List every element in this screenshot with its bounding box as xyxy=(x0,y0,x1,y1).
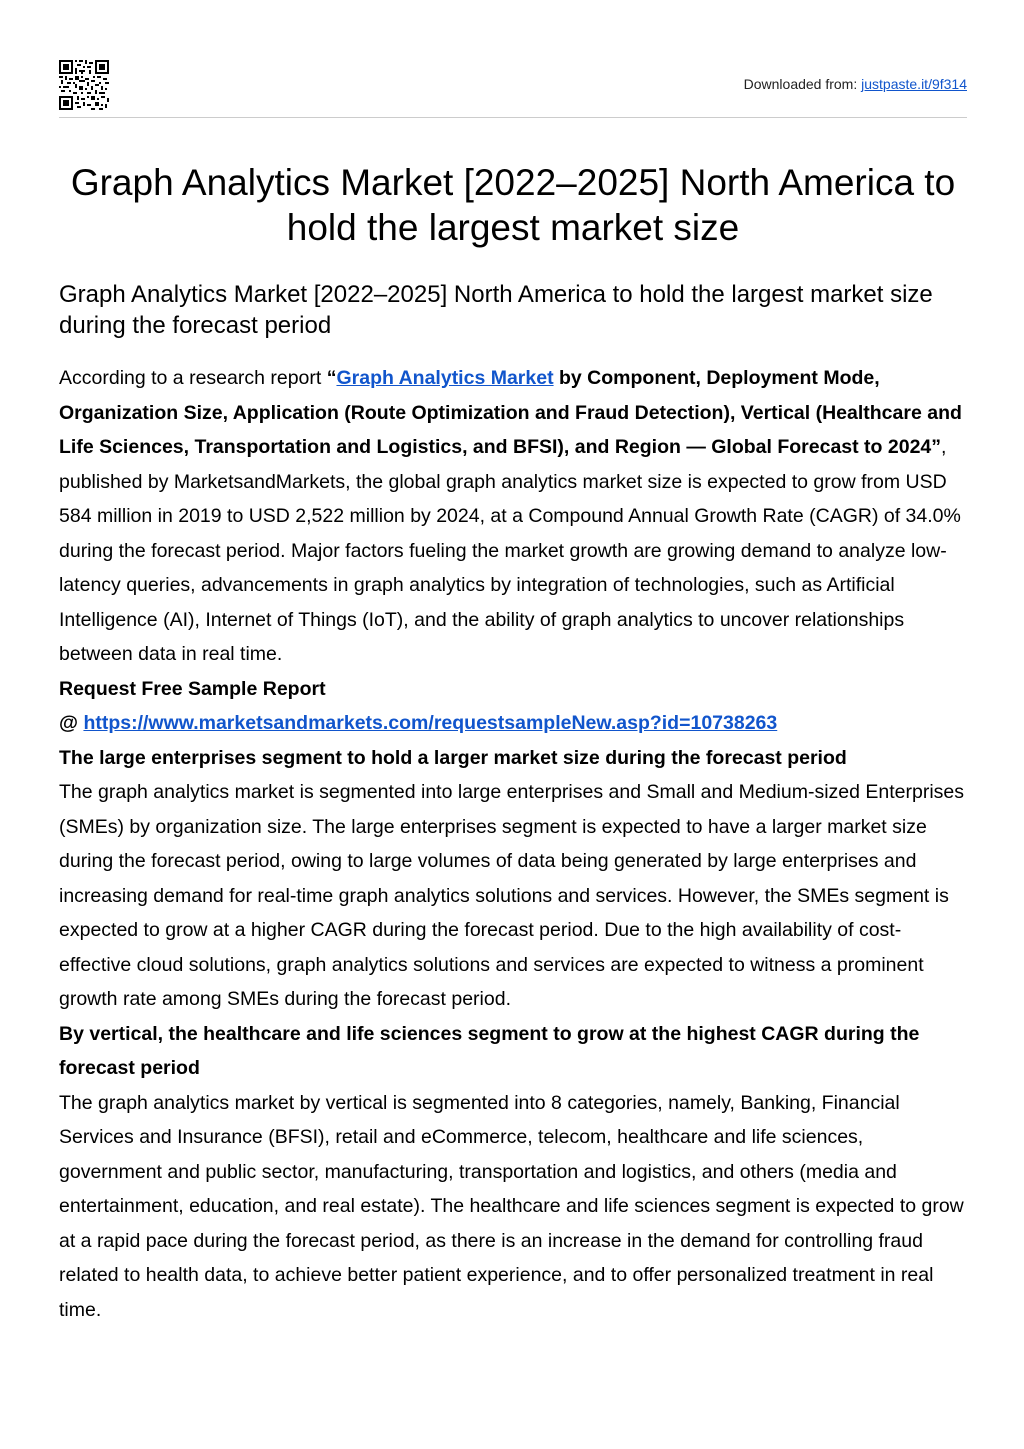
header-divider xyxy=(59,117,967,118)
sample-link-line xyxy=(59,706,971,741)
article-body xyxy=(59,361,971,1327)
source-link[interactable]: justpaste.it/9f314 xyxy=(861,76,967,92)
section1-body: The graph analytics market is segmented into large enterprises and Small and Medium-sized Enterprises (SMEs) by organization size. The large enterprises segment is expected to have a larger market size during the forecast period, owing to large volumes of data being generated by large enterprises and increasing demand for real-time graph analytics solutions and services. However, the SMEs segment is expected to grow at a higher CAGR during the forecast period. Due to the high availability of cost-effective cloud solutions, graph analytics solutions and services are expected to witness a prominent growth rate among SMEs during the forecast period. xyxy=(59,781,965,1010)
section2-body: The graph analytics market by vertical is segmented into 8 categories, namely, Banking, Financial Services and Insurance (BFSI), retail and eCommerce, telecom, healthcare and life sciences, government and public sector, manufacturing, transportation and logistics, and others (media and entertainment, education, and real estate). The healthcare and life sciences segment is expected to grow at a rapid pace during the forecast period, as there is an increase in the demand for controlling fraud related to health data, to achieve better patient experience, and to offer personalized treatment in real time. xyxy=(59,1091,964,1321)
downloaded-from-label: Downloaded from: xyxy=(743,76,862,92)
graph-analytics-market-link[interactable]: Graph Analytics Market xyxy=(336,367,554,389)
sample-report-link[interactable]: https://www.marketsandmarkets.com/requestsampleNew.asp?id=10738263 xyxy=(83,712,778,734)
page-subtitle: Graph Analytics Market [2022–2025] North America to hold the largest market size during the forecast period xyxy=(59,281,933,339)
quote-open: “ xyxy=(326,367,337,389)
intro-paragraph xyxy=(59,361,971,672)
section1-heading: The large enterprises segment to hold a larger market size during the forecast period xyxy=(59,746,847,769)
page-header xyxy=(59,60,967,116)
intro-body: , published by MarketsandMarkets, the global graph analytics market size is expected to grow from USD 584 million in 2019 to USD 2,522 million by 2024, at a Compound Annual Growth Rate (CAGR) of 34.0% during the forecast period. Major factors fueling the market growth are growing demand to analyze low-latency queries, advancements in graph analytics by integration of technologies, such as Artificial Intelligence (AI), Internet of Things (IoT), and the ability of graph analytics to uncover relationships between data in real time. xyxy=(59,436,961,665)
intro-lead: According to a research report xyxy=(59,367,327,389)
sample-at: @ xyxy=(59,712,84,734)
report-title: by Component, Deployment Mode, Organization Size, Application (Route Optimization and Fraud Detection), Vertical (Healthcare and Life Sciences, Transportation and Logistics, and BFSI), and Region — Global Forecast to 2024” xyxy=(59,367,962,458)
sample-label: Request Free Sample Report xyxy=(59,677,326,700)
page-title: Graph Analytics Market [2022–2025] North America to hold the largest market size xyxy=(70,162,956,248)
qr-code-icon xyxy=(59,60,109,110)
downloaded-from xyxy=(744,76,967,92)
section2-heading: By vertical, the healthcare and life sciences segment to grow at the highest CAGR during the forecast period xyxy=(59,1022,920,1079)
